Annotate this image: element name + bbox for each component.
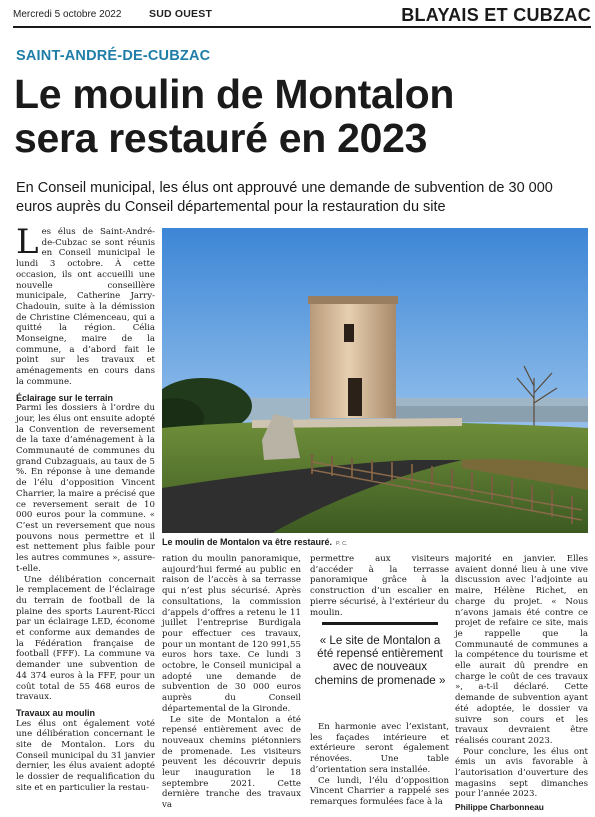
- article-column-1: [16, 222, 155, 794]
- caption-text: Le moulin de Montalon va être restauré.: [162, 537, 333, 547]
- paragraph: Le site de Montalon a été repensé entièrement avec de nouveaux chemins piétonniers de promenade. Les visiteurs peuvent les découvrir depuis leur inauguration le 18 septembre 2021. Cette dernière tranche des travaux va: [162, 714, 301, 811]
- issue-date: Mercredi 5 octobre 2022: [13, 9, 122, 20]
- pull-quote: [314, 622, 446, 712]
- paragraph: Une délibération concernait le remplacement de l’éclairage du terrain de football de la plaine des sports Laurent-Ricci par un éclairage LED, économe et conforme aux demandes de la Fédération française de football (FFF). La commune va demander une subvention de 44 374 euros à la FFF, pour un coût total de 55 468 euros de travaux.: [16, 574, 155, 703]
- paragraph: Ce lundi, l’élu d’opposition Vincent Charrier a rappelé ses remarques formulées face à la: [310, 775, 449, 807]
- article-column-3: [310, 554, 449, 618]
- author-signature: Philippe Charbonneau: [455, 802, 544, 813]
- quote-text: « Le site de Montalon a été repensé entièrement avec de nouveaux chemins de promenade »: [314, 634, 446, 687]
- page-header: [0, 0, 595, 28]
- photo-caption: [162, 537, 348, 547]
- paragraph: [16, 222, 155, 388]
- headline-line-2: sera restauré en 2023: [14, 115, 428, 161]
- windmill-photo: [162, 228, 588, 533]
- paragraph-text: es élus de Saint-André-de-Cubzac se sont réunis en Conseil municipal le lundi 3 octobre. À cette occasion, ils ont accueilli une nouvelle conseillère municipale, Catherine Jarry-Chadouin, suite à la démission de Christine Clémenceau, qui a quitté la région. Célia Monseigne, maire de la commune, a d’abord fait le point sur les travaux et aménagements en cours dans la commune.: [16, 227, 155, 387]
- photo-credit: P. C.: [336, 541, 348, 547]
- drop-cap: L: [16, 222, 39, 262]
- article-column-4: [455, 554, 588, 813]
- paragraph: Parmi les dossiers à l’ordre du jour, les élus ont ensuite adopté la Convention de reversement de la taxe d’aménagement à la Communauté de communes du grand Cubzaguais, au taux de 5 %. En réponse à une demande de l’élu d’opposition Vincent Charrier, la maire a précisé que ce reversement serait de 10 000 euros pour la commune. « C’est un reversement que nous pouvons nous permettre et il est nettement plus faible pour les autres communes », assure-t-elle.: [16, 403, 155, 574]
- newspaper-name: SUD OUEST: [149, 8, 213, 20]
- subheading: Travaux au moulin: [16, 707, 96, 718]
- article-column-2: [162, 554, 301, 811]
- headline-line-1: Le moulin de Montalon: [14, 71, 455, 117]
- paragraph: Pour conclure, les élus ont émis un avis favorable à l’autorisation d’ouverture des magasins sept dimanches pour l’année 2023.: [455, 746, 588, 800]
- paragraph: permettre aux visiteurs d’accéder à la terrasse panoramique grâce à la construction d’un escalier en pierre sécurisé, à l’extérieur du moulin.: [310, 554, 449, 618]
- header-rule: [13, 26, 591, 28]
- quote-rule: [322, 622, 438, 625]
- paragraph: Les élus ont également voté une délibération concernant le site de Montalon. Lors du Conseil municipal du 31 janvier dernier, les élus avaient adopté le dossier de requalification du site et en particulier la restau-: [16, 718, 155, 793]
- subheading: Éclairage sur le terrain: [16, 392, 114, 403]
- article-lead: En Conseil municipal, les élus ont approuvé une demande de subvention de 30 000 euros auprès du Conseil départemental pour la restauration du site: [16, 180, 553, 215]
- paragraph: En harmonie avec l’existant, les façades intérieure et extérieure seront également rénovées. Une table d’orientation sera installée.: [310, 722, 449, 775]
- paragraph: ration du moulin panoramique, aujourd’hui fermé au public en raison de l’accès à sa terrasse qui n’est plus sécurisé. Après consultations, la commission d’appels d’offres a retenu le 11 juillet l’entreprise Burdigala pour effectuer ces travaux, pour un montant de 120 991,55 euros hors taxe. Ce lundi 3 octobre, le Conseil municipal a adopté une demande de subvention de 30 000 euros auprès du Conseil départemental de la Gironde.: [162, 554, 301, 714]
- section-title: BLAYAIS ET CUBZAC: [401, 5, 591, 25]
- windmill-illustration: [162, 228, 588, 533]
- article-column-3-continued: [310, 722, 449, 808]
- paragraph: majorité en janvier. Elles avaient donné lieu à une vive discussion avec l’adjointe au maire, Hélène Richet, en charge du projet. « Nous n’avons jamais été contre ce projet de refaire ce site, mais je rappelle que la Communauté de communes a la compétence du tourisme et elle aurait dû prendre en charge le coût de ces travaux », a-t-il déclaré. Cette demande de subvention ayant été adoptée, le dossier va suivre son cours et les travaux devraient être réalisés courant 2023.: [455, 554, 588, 746]
- article-headline: [14, 72, 584, 160]
- article-kicker: SAINT-ANDRÉ-DE-CUBZAC: [16, 48, 211, 64]
